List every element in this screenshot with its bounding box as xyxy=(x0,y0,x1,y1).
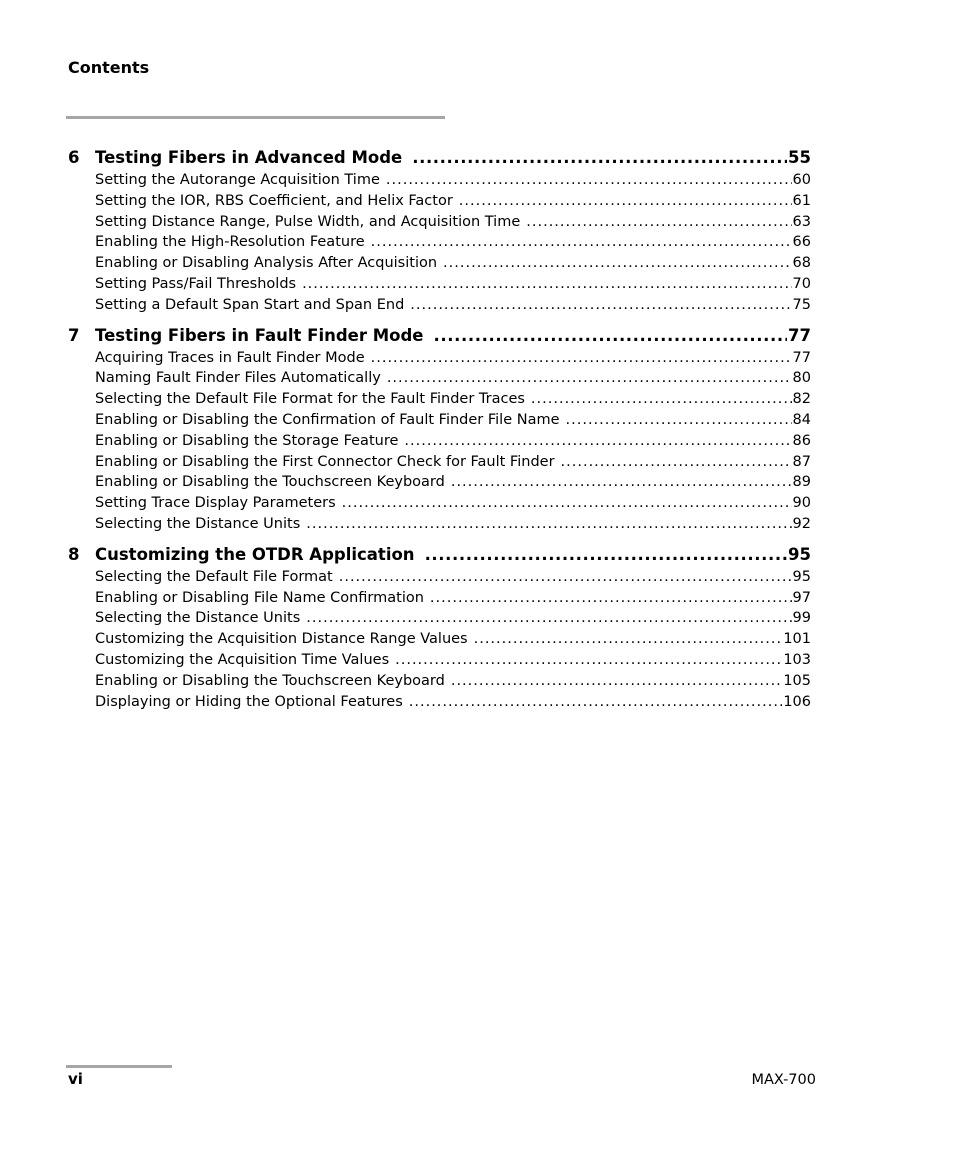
dot-leader xyxy=(561,452,792,473)
toc-entry[interactable] xyxy=(95,472,811,493)
dot-leader xyxy=(474,629,783,650)
dot-leader xyxy=(302,274,791,295)
entry-title: Displaying or Hiding the Optional Features xyxy=(95,693,403,710)
entry-title: Enabling or Disabling the Storage Feature xyxy=(95,432,399,449)
dot-leader xyxy=(526,212,791,233)
page-title: Contents xyxy=(68,58,150,77)
toc-chapter xyxy=(68,146,811,316)
toc-entry[interactable] xyxy=(95,671,811,692)
dot-leader xyxy=(306,514,791,535)
toc-chapter xyxy=(68,543,811,713)
chapter-number: 8 xyxy=(68,544,80,564)
toc-entry[interactable] xyxy=(95,692,811,713)
toc-entry[interactable] xyxy=(95,274,811,295)
entry-title: Selecting the Default File Format xyxy=(95,568,333,585)
chapter-page: 95 xyxy=(788,544,811,564)
entry-title: Enabling or Disabling Analysis After Acquisition xyxy=(95,255,438,272)
entry-page: 61 xyxy=(792,192,811,209)
dot-leader xyxy=(386,170,792,191)
dot-leader xyxy=(409,692,783,713)
entry-page: 66 xyxy=(792,234,811,251)
toc-entry[interactable] xyxy=(95,514,811,535)
entry-page: 87 xyxy=(792,453,811,470)
chapter-page: 55 xyxy=(788,148,811,167)
entry-page: 95 xyxy=(792,568,811,585)
entry-page: 103 xyxy=(783,651,811,668)
page-number: vi xyxy=(68,1070,83,1088)
chapter-number: 6 xyxy=(68,148,80,167)
entry-title: Setting the IOR, RBS Coefficient, and Helix Factor xyxy=(95,192,453,209)
dot-leader xyxy=(387,368,792,389)
chapter-page: 77 xyxy=(788,325,811,345)
product-name: MAX-700 xyxy=(751,1072,816,1088)
entry-title: Enabling or Disabling the Touchscreen Keyboard xyxy=(95,474,445,491)
toc-entry-list xyxy=(68,170,811,316)
entry-title: Customizing the Acquisition Time Values xyxy=(95,651,390,668)
toc-entry[interactable] xyxy=(95,295,811,316)
toc-entry[interactable] xyxy=(95,348,811,369)
entry-title: Setting Trace Display Parameters xyxy=(95,495,336,512)
dot-leader xyxy=(566,410,792,431)
entry-title: Customizing the Acquisition Distance Range Values xyxy=(95,631,468,648)
toc-entry[interactable] xyxy=(95,410,811,431)
chapter-title: Testing Fibers in Fault Finder Mode xyxy=(95,325,424,345)
entry-page: 99 xyxy=(792,610,811,627)
chapter-heading[interactable] xyxy=(68,324,811,348)
entry-page: 89 xyxy=(792,474,811,491)
entry-page: 60 xyxy=(792,172,811,188)
toc-entry[interactable] xyxy=(95,588,811,609)
dot-leader xyxy=(371,348,792,369)
dot-leader xyxy=(404,431,791,452)
entry-title: Enabling or Disabling File Name Confirmation xyxy=(95,589,424,606)
chapter-number: 7 xyxy=(68,325,80,345)
toc-entry[interactable] xyxy=(95,389,811,410)
dot-leader xyxy=(425,543,787,567)
entry-title: Setting Distance Range, Pulse Width, and Acquisition Time xyxy=(95,213,521,230)
entry-title: Enabling or Disabling the Touchscreen Keyboard xyxy=(95,672,445,689)
toc-entry[interactable] xyxy=(95,608,811,629)
header-rule xyxy=(66,116,445,119)
entry-page: 106 xyxy=(783,693,811,710)
entry-title: Enabling the High-Resolution Feature xyxy=(95,234,365,251)
toc-entry[interactable] xyxy=(95,567,811,588)
toc-entry[interactable] xyxy=(95,253,811,274)
dot-leader xyxy=(412,146,787,170)
chapter-title: Testing Fibers in Advanced Mode xyxy=(95,148,403,167)
dot-leader xyxy=(451,472,792,493)
toc-entry[interactable] xyxy=(95,452,811,473)
entry-title: Setting Pass/Fail Thresholds xyxy=(95,275,297,292)
toc-entry-list xyxy=(68,567,811,713)
entry-title: Selecting the Distance Units xyxy=(95,610,301,627)
entry-page: 80 xyxy=(792,370,811,387)
entry-title: Selecting the Default File Format for the Fault Finder Traces xyxy=(95,391,525,408)
footer-rule xyxy=(66,1065,172,1068)
entry-title: Setting the Autorange Acquisition Time xyxy=(95,172,380,188)
chapter-heading[interactable] xyxy=(68,543,811,567)
dot-leader xyxy=(306,608,791,629)
toc-entry[interactable] xyxy=(95,629,811,650)
entry-page: 63 xyxy=(792,213,811,230)
toc-entry[interactable] xyxy=(95,368,811,389)
table-of-contents xyxy=(68,146,811,720)
entry-page: 97 xyxy=(792,589,811,606)
entry-title: Setting a Default Span Start and Span End xyxy=(95,296,405,313)
entry-page: 75 xyxy=(792,296,811,313)
dot-leader xyxy=(410,295,791,316)
entry-page: 68 xyxy=(792,255,811,272)
toc-entry[interactable] xyxy=(95,650,811,671)
dot-leader xyxy=(451,671,782,692)
toc-entry[interactable] xyxy=(95,212,811,233)
entry-title: Enabling or Disabling the Confirmation of Fault Finder File Name xyxy=(95,411,560,428)
toc-entry[interactable] xyxy=(95,493,811,514)
entry-page: 90 xyxy=(792,495,811,512)
dot-leader xyxy=(459,191,792,212)
dot-leader xyxy=(395,650,782,671)
dot-leader xyxy=(443,253,792,274)
toc-entry[interactable] xyxy=(95,170,811,191)
dot-leader xyxy=(430,588,792,609)
entry-title: Selecting the Distance Units xyxy=(95,515,301,532)
entry-title: Enabling or Disabling the First Connector Check for Fault Finder xyxy=(95,453,555,470)
entry-page: 70 xyxy=(792,275,811,292)
toc-chapter xyxy=(68,324,811,535)
chapter-heading[interactable] xyxy=(68,146,811,170)
entry-page: 77 xyxy=(792,349,811,366)
dot-leader xyxy=(342,493,792,514)
toc-entry[interactable] xyxy=(95,232,811,253)
entry-page: 86 xyxy=(792,432,811,449)
entry-title: Naming Fault Finder Files Automatically xyxy=(95,370,381,387)
toc-entry[interactable] xyxy=(95,191,811,212)
dot-leader xyxy=(371,232,792,253)
entry-title: Acquiring Traces in Fault Finder Mode xyxy=(95,349,365,366)
entry-page: 92 xyxy=(792,515,811,532)
toc-entry-list xyxy=(68,348,811,535)
entry-page: 84 xyxy=(792,411,811,428)
dot-leader xyxy=(339,567,792,588)
chapter-title: Customizing the OTDR Application xyxy=(95,544,415,564)
entry-page: 101 xyxy=(783,631,811,648)
toc-entry[interactable] xyxy=(95,431,811,452)
entry-page: 105 xyxy=(783,672,811,689)
dot-leader xyxy=(434,324,788,348)
dot-leader xyxy=(531,389,792,410)
entry-page: 82 xyxy=(792,391,811,408)
